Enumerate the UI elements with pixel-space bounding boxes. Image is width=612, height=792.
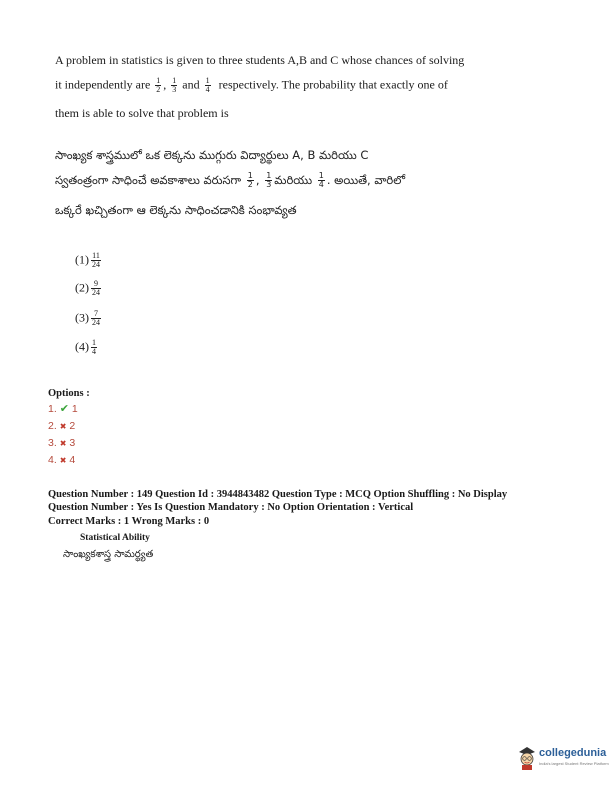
fraction-te-c: $\frac{1}{4}$ <box>318 171 324 189</box>
question-text-en-line1: A problem in statistics is given to three students A,B and C whose chances of solving <box>55 53 465 67</box>
cross-icon: ✖ <box>59 439 67 448</box>
question-text-te-line2: స్వతంత్రంగా సాధించే అవకాశాలు వరుసగా $\frac{1}{2}$ , $\frac{1}{3}$ మరియు $\frac{1}{4}$ . అయితే, వారిలో <box>55 171 406 189</box>
answer-option-4: (4) $\frac{1}{4}$ <box>75 338 96 356</box>
logo-name: collegedunia <box>539 747 607 759</box>
question-text-te-line3: ఒక్కరే ఖచ్చితంగా ఆ లెక్కను సాధించడానికి సంభావ్యత <box>55 203 297 217</box>
question-en-line2-start: it independently are <box>55 77 151 92</box>
question-te-line2-start: స్వతంత్రంగా సాధించే అవకాశాలు వరుసగా <box>55 173 242 187</box>
question-te-line2-and: మరియు <box>274 173 313 187</box>
answer-option-2: (2) $\frac{9}{24}$ <box>75 279 100 297</box>
choice-2: 2. ✖ 2 <box>48 420 76 432</box>
options-heading: Options : <box>48 388 90 399</box>
question-text-en-line3: them is able to solve that problem is <box>55 106 229 120</box>
question-meta-line2: Question Number : Yes Is Question Mandatory : No Option Orientation : Vertical <box>48 502 414 513</box>
choice-3: 3. ✖ 3 <box>48 437 76 449</box>
fraction-b: $\frac{1}{3}$ <box>172 76 177 94</box>
logo-tagline: India's largest Student Review Platform <box>539 761 609 766</box>
collegedunia-logo <box>516 742 609 782</box>
section-title-te: సాంఖ్యకశాస్త్ర సామర్థ్యత <box>63 549 154 560</box>
question-text-en-line2: it independently are $\frac{1}{2}$ , $\frac{1}{3}$ and $\frac{1}{4}$ respectively. The probability that exactly one of <box>55 76 448 94</box>
answer-option-3: (3) $\frac{7}{24}$ <box>75 309 100 327</box>
question-meta-line1: Question Number : 149 Question Id : 3944843482 Question Type : MCQ Option Shuffling : No Display <box>48 489 508 500</box>
question-en-line2-end: respectively. The probability that exactly one of <box>218 77 448 92</box>
cross-icon: ✖ <box>59 422 67 431</box>
fraction-te-a: $\frac{1}{2}$ <box>247 171 253 189</box>
fraction-a: $\frac{1}{2}$ <box>156 76 161 94</box>
fraction-te-b: $\frac{1}{3}$ <box>266 171 272 189</box>
question-meta-line3: Correct Marks : 1 Wrong Marks : 0 <box>48 516 210 527</box>
check-icon: ✔ <box>59 403 69 415</box>
choice-1: 1. ✔ 1 <box>48 403 78 415</box>
choice-4: 4. ✖ 4 <box>48 454 76 466</box>
cross-icon: ✖ <box>59 456 67 465</box>
section-title-en: Statistical Ability <box>80 533 150 543</box>
mascot-icon <box>516 744 538 770</box>
question-text-te-line1: సాంఖ్యక శాస్త్రములో ఒక లెక్కను ముగ్గురు విద్యార్థులు A, B మరియు C <box>55 148 369 162</box>
fraction-c: $\frac{1}{4}$ <box>205 76 210 94</box>
question-te-line2-end: . అయితే, వారిలో <box>326 173 406 187</box>
question-en-line2-and: and <box>182 77 200 92</box>
answer-option-1: (1) $\frac{11}{24}$ <box>75 251 100 269</box>
